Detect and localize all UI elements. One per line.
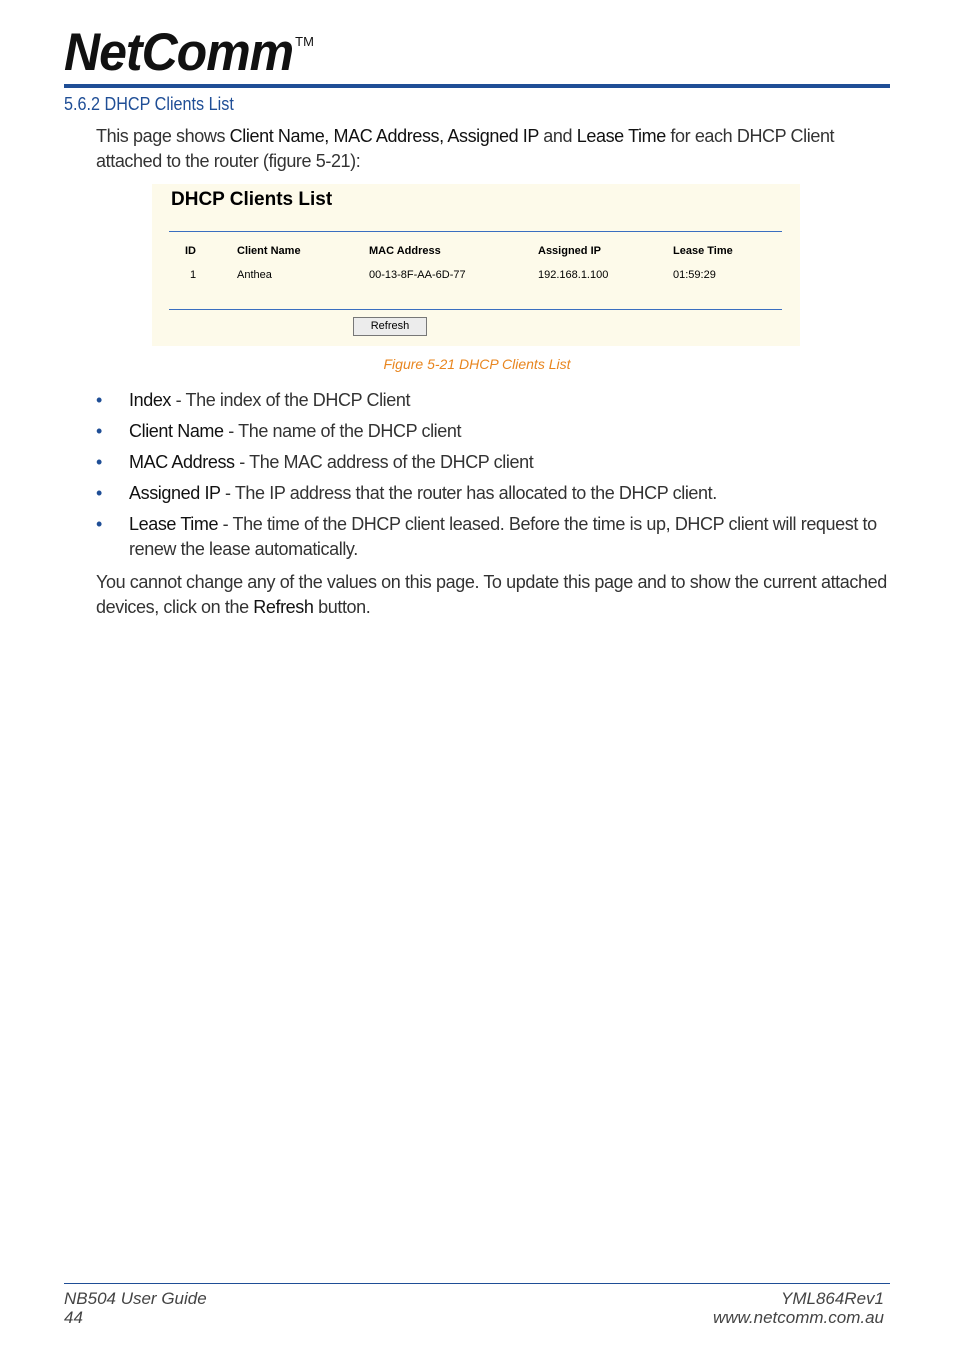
intro-highlight-lease: Lease Time — [576, 126, 666, 146]
outro-highlight-refresh: Refresh — [253, 597, 314, 617]
section-title: 5.6.2 DHCP Clients List — [64, 94, 234, 114]
column-header-lease-time: Lease Time — [673, 245, 733, 257]
footer-website: www.netcomm.com.au — [713, 1308, 884, 1327]
logo-trademark: TM — [295, 34, 314, 49]
list-item-term: MAC Address — [129, 452, 235, 472]
list-item — [96, 388, 892, 413]
list-item-term: Client Name — [129, 421, 224, 441]
list-item-desc: - The time of the DHCP client leased. Before the time is up, DHCP client will request to renew the lease automatically. — [129, 514, 877, 559]
bullet-icon: • — [96, 452, 102, 472]
list-item-term: Assigned IP — [129, 483, 221, 503]
header-rule — [64, 84, 890, 88]
row-1-lease-time: 01:59:29 — [673, 269, 716, 281]
row-1-id: 1 — [190, 269, 197, 281]
list-item-term: Lease Time — [129, 514, 219, 534]
footer-revision: YML864Rev1 — [780, 1289, 884, 1308]
dhcp-clients-figure — [152, 184, 800, 346]
figure-title: DHCP Clients List — [171, 189, 333, 210]
field-descriptions-list — [96, 388, 892, 568]
intro-highlight-fields: Client Name, MAC Address, Assigned IP — [229, 126, 539, 146]
logo-wordmark: NetComm — [64, 22, 294, 82]
list-item — [96, 450, 892, 475]
list-item-desc: - The MAC address of the DHCP client — [234, 452, 534, 472]
column-header-assigned-ip: Assigned IP — [538, 245, 601, 257]
footer-page-number: 44 — [64, 1308, 83, 1327]
bullet-icon: • — [96, 483, 102, 503]
outro-text-2: button. — [313, 597, 371, 617]
row-1-client-name: Anthea — [237, 269, 272, 281]
row-1-mac-address: 00-13-8F-AA-6D-77 — [369, 269, 466, 281]
intro-text-2: and — [538, 126, 577, 146]
column-header-id: ID — [185, 245, 196, 257]
list-item — [96, 512, 892, 562]
refresh-button[interactable]: Refresh — [353, 317, 427, 336]
intro-text-3: for each DHCP Client attached to the router (figure 5-21): — [96, 126, 835, 171]
list-item — [96, 481, 892, 506]
intro-paragraph — [96, 124, 892, 174]
list-item-desc: - The IP address that the router has allocated to the DHCP client. — [220, 483, 717, 503]
bullet-icon: • — [96, 390, 102, 410]
figure-bottom-rule — [169, 309, 782, 310]
footer-rule — [64, 1283, 890, 1284]
column-header-mac-address: MAC Address — [369, 245, 441, 257]
list-item-term: Index — [129, 390, 172, 410]
netcomm-logo — [64, 24, 312, 80]
bullet-icon: • — [96, 514, 102, 534]
outro-paragraph — [96, 570, 892, 620]
figure-caption: Figure 5-21 DHCP Clients List — [383, 356, 571, 372]
list-item-desc: - The name of the DHCP client — [223, 421, 462, 441]
row-1-assigned-ip: 192.168.1.100 — [538, 269, 609, 281]
intro-text-1: This page shows — [96, 126, 230, 146]
list-item — [96, 419, 892, 444]
outro-text-1: You cannot change any of the values on this page. To update this page and to show the current attached devices, click on the — [96, 572, 887, 617]
list-item-desc: - The index of the DHCP Client — [171, 390, 411, 410]
column-header-client-name: Client Name — [237, 245, 301, 257]
figure-top-rule — [169, 231, 782, 232]
footer-guide-name: NB504 User Guide — [64, 1289, 207, 1308]
bullet-icon: • — [96, 421, 102, 441]
